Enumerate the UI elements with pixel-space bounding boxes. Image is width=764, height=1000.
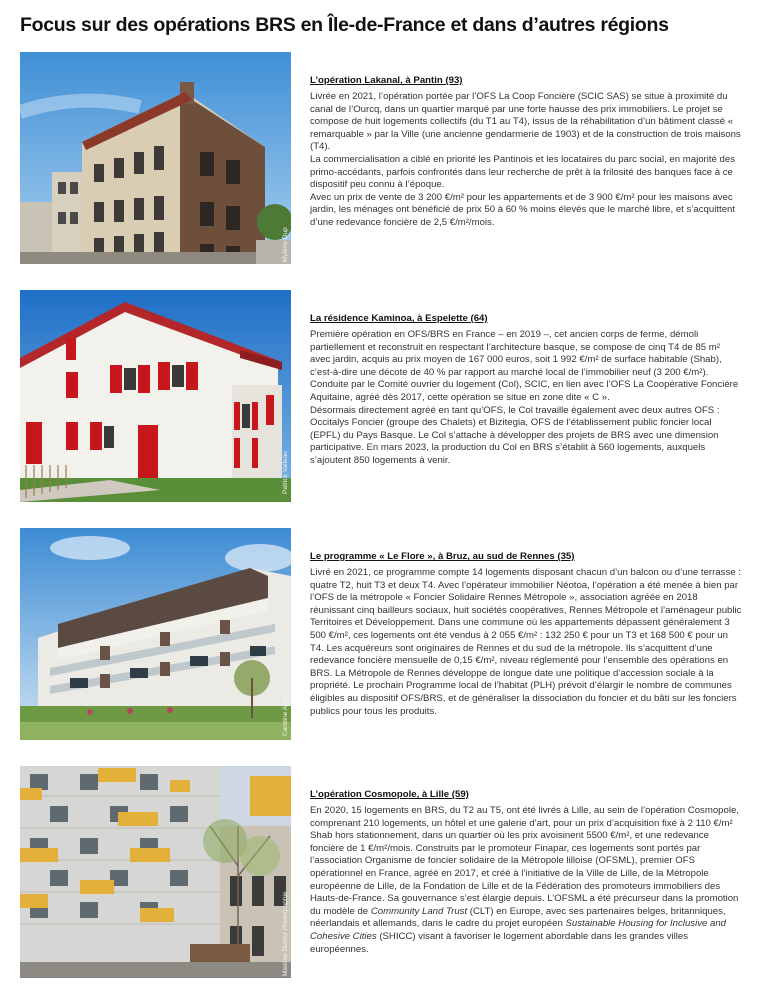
operation-body bbox=[310, 567, 742, 718]
paragraph: Désormais directement agréé en tant qu’OFS, le Col travaille également avec deux autres OFS : Occitalys Foncier (groupe des Chalets) et Bizitegia, OFS de l’établissement public foncier local (EPFL) du Pays Basque. Le Col s’attache à développer des projets de BRS avec une dimension participative. En mars 2023, la production du Col en BRS s’établit à 560 logements, auxquels s’ajoutent 850 logements à venir. bbox=[310, 404, 720, 466]
paragraph: Livré en 2021, ce programme compte 14 logements disposant chacun d’un balcon ou d’une terrasse : quatre T2, huit T3 et deux T4. Avec l’opérateur immobilier Néotoa, l’opération a été menée à bien par l’OFS de la métropole « Foncier Solidaire Rennes Métropole », association agréée en 2018 réunissant cinq bailleurs sociaux, huit sociétés coopératives, Rennes Métropole et l’aménageur public Territoires et Développement. Dans une commune où les appartements dépassent généralement 3 500 €/m², ces logements ont été vendus à 2 055 €/m² : 132 250 € pour un T3 et 168 500 € pour un T4. Les acquéreurs sont originaires de Rennes et du sud de la métropole. Ils s’acquittent d’une redevance foncière mensuelle de 0,15 €/m², niveau réglementé pour l’ensemble des opérations en BRS. La Métropole de Rennes développe de longue date une politique d’accession sociale à la propriété. Le prochain Programme local de l’habitat (PLH) prévoit d’élargir le nombre de communes éligibles au dispositif OFS/BRS, et de généraliser la dissociation du foncier et du bâti sur les fonciers publics pour tous les produits. bbox=[310, 567, 742, 717]
italic-text: Sustainable Housing for Inclusive and Cohesive Cities bbox=[310, 918, 727, 942]
photo-cosmopole bbox=[20, 766, 291, 978]
photo-credit: Caroline Ablain bbox=[282, 692, 289, 736]
paragraph: La commercialisation a ciblé en priorité les Pantinois et les locataires du parc social, en majorité des primo-accédants, parfois confrontés dans leur recherche de prêt à la frilosité des banques face à ce dispositif peu connu à l’époque. bbox=[310, 153, 735, 191]
page-title: Focus sur des opérations BRS en Île-de-France et dans d’autres régions bbox=[20, 14, 669, 36]
photo-credit: Patrick Valleau bbox=[282, 451, 289, 494]
italic-text: Community Land Trust bbox=[370, 905, 468, 917]
operation-text bbox=[310, 75, 742, 230]
operation-le-flore bbox=[20, 528, 750, 743]
operation-body bbox=[310, 91, 742, 230]
photo-credit: Mylène Dup bbox=[282, 227, 289, 262]
operation-title: L’opération Cosmopole, à Lille (59) bbox=[310, 789, 469, 800]
operation-lakanal bbox=[20, 52, 750, 267]
photo-credit: Maxime Dufour Photographie bbox=[282, 891, 289, 976]
operation-title: La résidence Kaminoa, à Espelette (64) bbox=[310, 313, 488, 324]
text-run: (CLT) en Europe, avec ses partenaires belges, britanniques, néerlandais et allemands, dans le cadre du projet européen bbox=[310, 905, 726, 930]
photo-le-flore bbox=[20, 528, 291, 740]
operation-body bbox=[310, 329, 742, 468]
paragraph: Livrée en 2021, l’opération portée par l’OFS La Coop Foncière (SCIC SAS) se situe à proximité du canal de l’Ourcq, dans un quartier marqué par une forte hausse des prix immobiliers. Le projet se compose de huit logements collectifs (du T1 au T4), issus de la réhabilitation d’un bâtiment classé « remarquable » par la Ville (une ancienne gendarmerie de 1903) et de la construction de trois maisons (T4). bbox=[310, 91, 741, 153]
operation-text bbox=[310, 789, 742, 956]
operation-cosmopole bbox=[20, 766, 750, 981]
paragraph bbox=[310, 805, 742, 956]
text-run: En 2020, 15 logements en BRS, du T2 au T5, ont été livrés à Lille, au sein de l’opération Cosmopole, comprenant 210 logements, un hôtel et une galerie d’art, pour un prix d’acquisition fixé à 2 110 €/m² Shab hors stationnement, dans un quartier où les prix avoisinent 5500 €/m², et une redevance foncière de 1 €/m²/mois. Construits par le promoteur Finapar, ces logements sont portés par l’association Organisme de foncier solidaire de la Métropole lilloise (OFSML), premier OFS opérationnel en France, agréé en 2017, et créé à l’initiative de la Ville de Lille, de la Métropole européenne de Lille, de la Fondation de Lille et de la Fédération des promoteurs immobiliers des Hauts-de-France. Sa gouvernance s’est élargie depuis. L’OFSML a été précurseur dans la promotion du modèle de bbox=[310, 805, 739, 917]
operation-title: L’opération Lakanal, à Pantin (93) bbox=[310, 75, 463, 86]
text-run: (SHICC) visant à favoriser le logement abordable dans les grandes villes européennes. bbox=[310, 930, 689, 955]
paragraph: Première opération en OFS/BRS en France – en 2019 –, cet ancien corps de ferme, démoli partiellement et reconstruit en respectant l’architecture basque, se compose de cinq T4 de 85 m² avec jardin, acquis au prix moyen de 167 000 euros, soit 1 992 €/m² de surface habitable (Shab), c’est-à-dire une décote de 40 % par rapport au marché local de l’immobilier neuf (3 200 €/m²). Conduite par le Comité ouvrier du logement (Col), SCIC, en lien avec l’OFS La Coopérative Foncière Aquitaine, agréé dès 2017, cette opération se situe en zone dite « C ». bbox=[310, 329, 739, 403]
operation-body bbox=[310, 805, 742, 956]
operation-kaminoa bbox=[20, 290, 750, 505]
photo-kaminoa bbox=[20, 290, 291, 502]
photo-lakanal bbox=[20, 52, 291, 264]
operation-text bbox=[310, 313, 742, 468]
operation-title: Le programme « Le Flore », à Bruz, au sud de Rennes (35) bbox=[310, 551, 575, 562]
paragraph: Avec un prix de vente de 3 200 €/m² pour les appartements et de 3 900 €/m² pour les maisons avec jardin, les ménages ont bénéficié de prix 50 à 60 % moins élevés que le marché libre, et s’acquittent d’une redevance foncière de 2,5 €/m²/mois. bbox=[310, 191, 736, 228]
operation-text bbox=[310, 551, 742, 718]
